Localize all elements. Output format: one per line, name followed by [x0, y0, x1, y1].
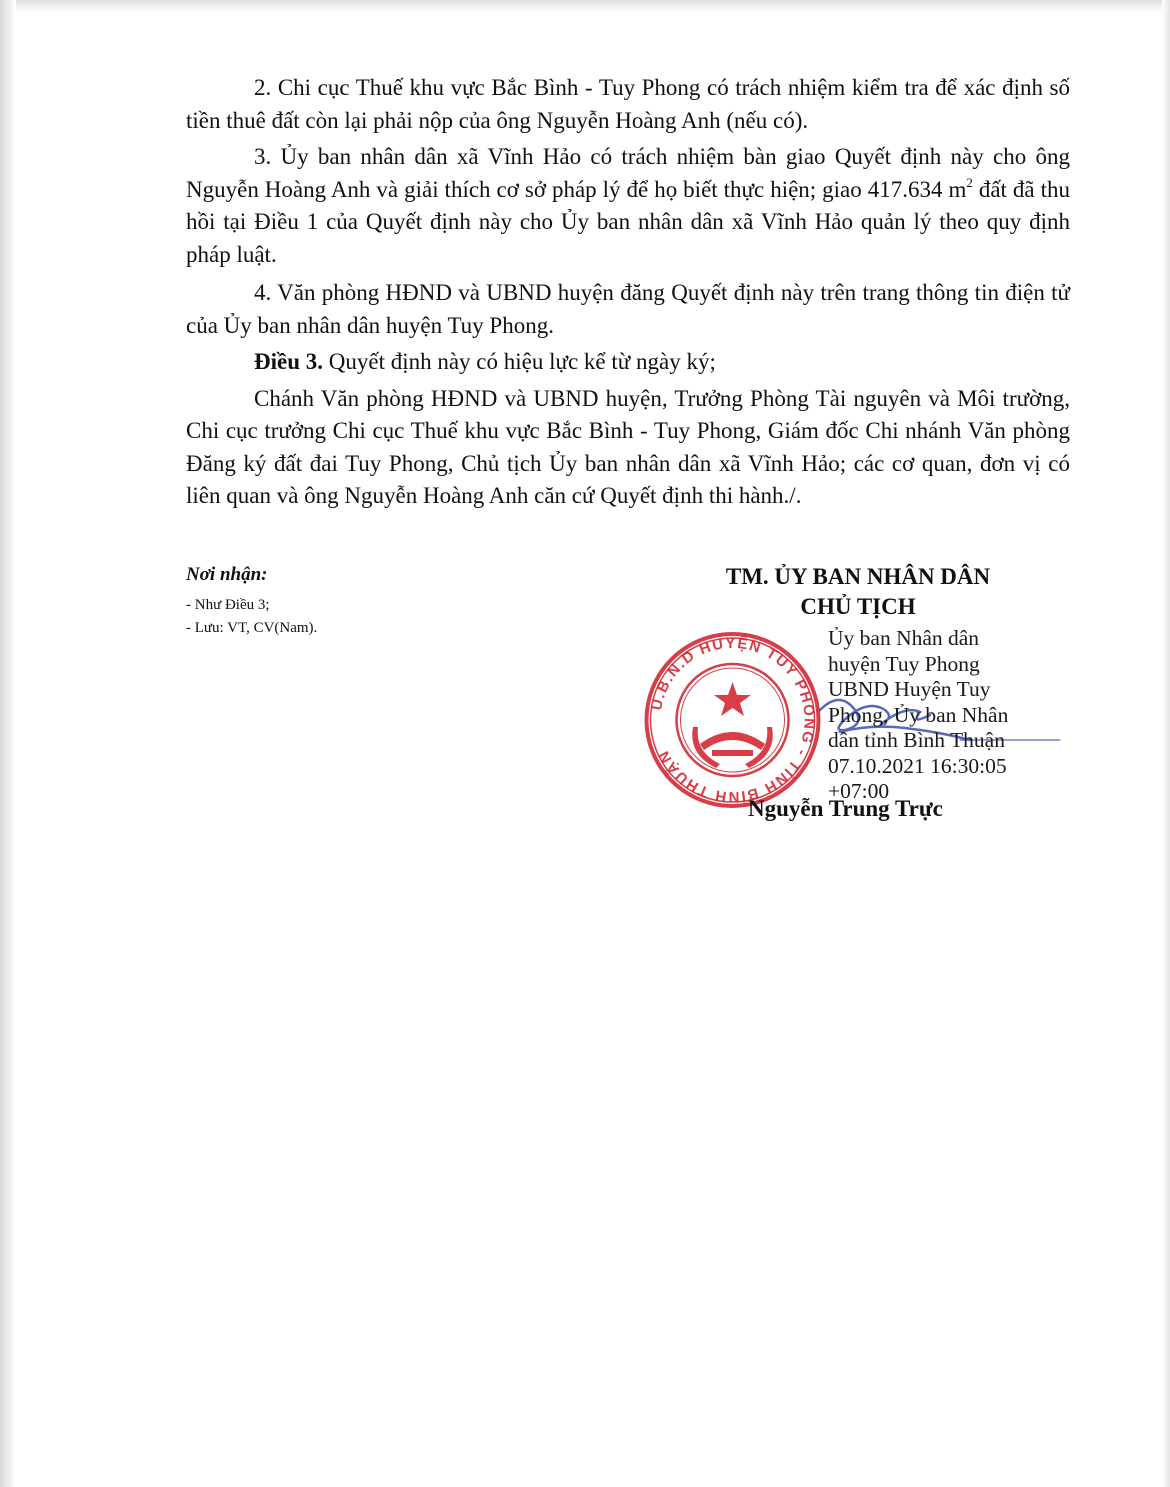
clause-3-superscript: 2 [966, 174, 973, 190]
clause-3 [186, 141, 1070, 271]
execution-clause: Chánh Văn phòng HĐND và UBND huyện, Trưởng Phòng Tài nguyên và Môi trường, Chi cục trưởng Chi cục Thuế khu vực Bắc Bình - Tuy Phong, Giám đốc Chi nhánh Văn phòng Đăng ký đất đai Tuy Phong, Chủ tịch Ủy ban nhân dân xã Vĩnh Hảo; các cơ quan, đơn vị có liên quan và ông Nguyễn Hoàng Anh căn cứ Quyết định thi hành./. [186, 385, 1070, 508]
official-seal-stamp [640, 632, 825, 808]
page-top-shadow [0, 0, 1170, 12]
recipient-item: - Lưu: VT, CV(Nam). [186, 620, 318, 636]
digital-signature-line: huyện Tuy Phong [828, 651, 980, 676]
position-title: CHỦ TỊCH [800, 594, 916, 619]
signer-name: Nguyễn Trung Trực [748, 796, 943, 821]
digital-signature-timestamp: 07.10.2021 16:30:05 [828, 753, 1007, 778]
digital-signature-info [828, 626, 1008, 805]
clause-2: 2. Chi cục Thuế khu vực Bắc Bình - Tuy Phong có trách nhiệm kiểm tra để xác định số tiền thuê đất còn lại phải nộp của ông Nguyễn Hoàng Anh (nếu có). [186, 75, 1070, 133]
digital-signature-line: Ủy ban Nhân dân [828, 626, 980, 650]
page-left-shadow [0, 0, 16, 1487]
clause-3-text-b: đất đã thu hồi tại Điều 1 của Quyết định này cho Ủy ban nhân dân xã Vĩnh Hảo quản lý theo quy định pháp luật. [186, 176, 1070, 267]
digital-signature-line: Phong, Ủy ban Nhân [828, 702, 1009, 727]
digital-signature-timezone: +07:00 [828, 779, 890, 803]
page-right-shadow [1162, 0, 1170, 1487]
article-3 [186, 346, 1070, 379]
article-3-text: Quyết định này có hiệu lực kể từ ngày ký; [323, 349, 716, 374]
recipients-title: Nơi nhận: [186, 564, 268, 585]
on-behalf-title: TM. ỦY BAN NHÂN DÂN [725, 564, 991, 589]
clause-3-text-a: 3. Ủy ban nhân dân xã Vĩnh Hảo có trách nhiệm bàn giao Quyết định này cho ông Nguyễn Hoàng Anh và giải thích cơ sở pháp lý để họ biết thực hiện; giao 417.634 m [186, 144, 1070, 202]
digital-signature-line: dân tỉnh Bình Thuận [828, 728, 1005, 752]
digital-signature-line: UBND Huyện Tuy [828, 677, 991, 701]
clause-4: 4. Văn phòng HĐND và UBND huyện đăng Quyết định này trên trang thông tin điện tử của Ủy ban nhân dân huyện Tuy Phong. [186, 280, 1070, 338]
document-body [186, 72, 1070, 517]
article-3-label: Điều 3. [254, 349, 323, 374]
recipient-item: - Như Điều 3; [186, 597, 270, 613]
signature-heading [690, 562, 1026, 622]
recipients-block [186, 564, 317, 640]
stamp-text: U.B.N.D HUYỆN TUY PHONG - TỈNH BÌNH THUẬN [648, 634, 818, 806]
